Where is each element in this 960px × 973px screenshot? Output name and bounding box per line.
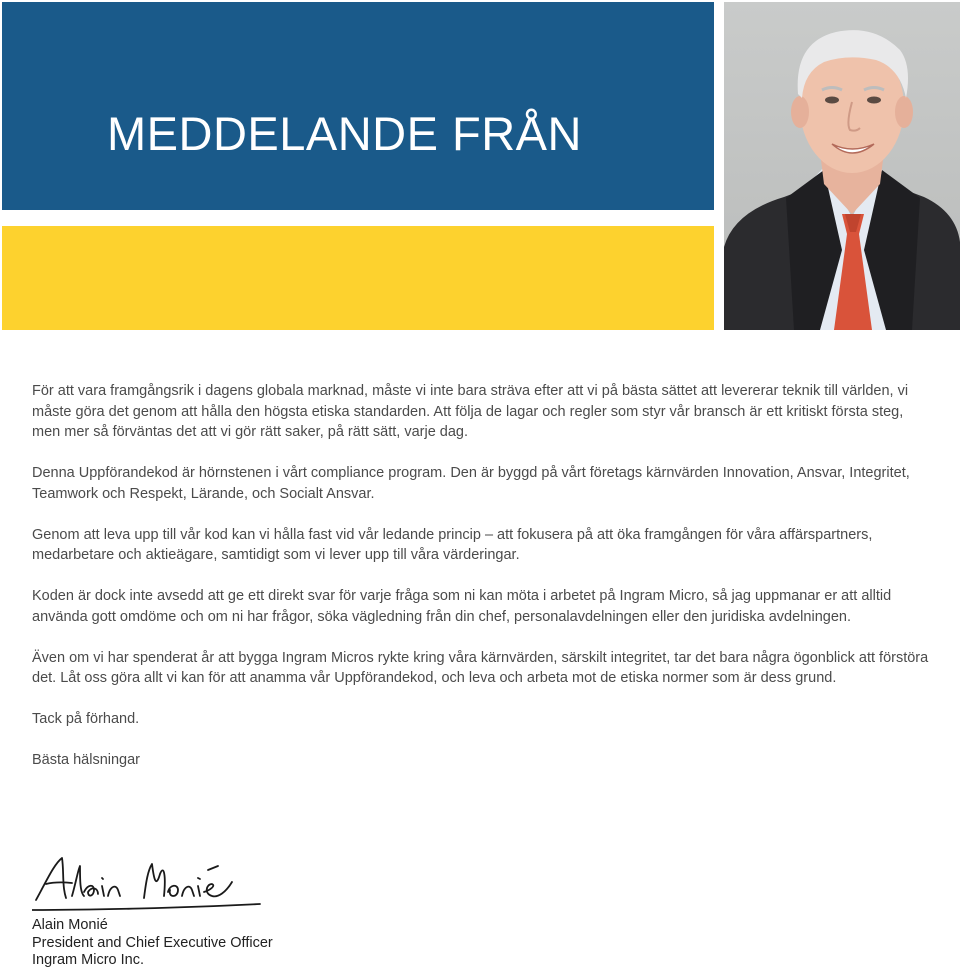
page-title: MEDDELANDE FRÅN xyxy=(107,107,582,160)
letter-paragraph: Även om vi har spenderat år att bygga Ingram Micros rykte kring våra kärnvärden, särskilt integritet, tar det bara några ögonblick att förstöra det. Låt oss göra allt vi kan för att anamma vår Uppförandekod, och leva och arbeta mot de etiska normer som är dess grund. xyxy=(32,649,929,686)
letter-closing: Bästa hälsningar xyxy=(32,752,141,768)
letter-paragraph: För att vara framgångsrik i dagens globala marknad, måste vi inte bara sträva efter att vi på bästa sättet att levererar teknik till världen, vi måste göra det genom att hålla den högsta etiska standarden. Att följa de lagar och regler som styr vår bransch är ett kritiskt första steg, men mer så förväntas det att vi gör rätt saker, på rätt sätt, varje dag. xyxy=(32,383,909,440)
signer-block xyxy=(32,917,273,970)
signer-company: Ingram Micro Inc. xyxy=(32,952,144,968)
signer-name: Alain Monié xyxy=(32,917,108,933)
name-banner xyxy=(2,226,714,330)
title-banner xyxy=(2,2,714,210)
letter-paragraph: Genom att leva upp till vår kod kan vi hålla fast vid vår ledande princip – att fokusera på att öka framgången för våra affärspartners, medarbetare och aktieägare, samtidigt som vi lever upp till våra värderingar. xyxy=(32,526,873,563)
letter-body xyxy=(32,381,932,771)
letter-paragraph: Denna Uppförandekod är hörnstenen i vårt compliance program. Den är byggd på vårt företags kärnvärden Innovation, Ansvar, Integritet, Teamwork och Respekt, Lärande, och Socialt Ansvar. xyxy=(32,465,910,502)
letter-thanks: Tack på förhand. xyxy=(32,711,140,727)
letter-paragraph: Koden är dock inte avsedd att ge ett direkt svar för varje fråga som ni kan möta i arbetet på Ingram Micro, så jag uppmanar er att alltid använda gott omdöme och om ni har frågor, söka vägledning från din chef, personalavdelningen eller den juridiska avdelningen. xyxy=(32,588,892,625)
signer-title: President and Chief Executive Officer xyxy=(32,934,273,951)
handwritten-signature xyxy=(32,852,262,918)
ceo-portrait-photo xyxy=(724,2,960,330)
